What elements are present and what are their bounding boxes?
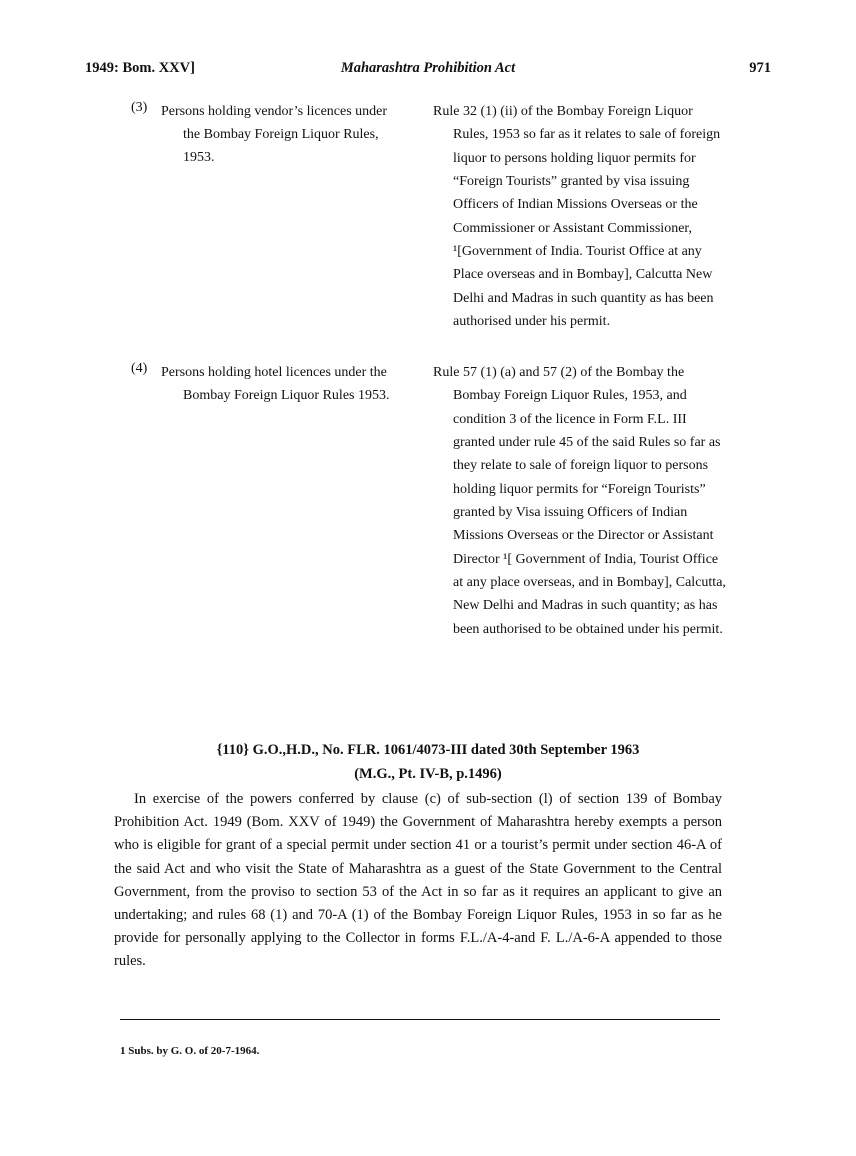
entry-left-column — [161, 361, 401, 407]
entry-left-column — [161, 100, 401, 169]
notification-body — [114, 788, 722, 974]
entry-rule-text: Rule 32 (1) (ii) of the Bombay Foreign Liquor Rules, 1953 so far as it relates to sale of foreign liquor to persons holding liquor permits for “Foreign Tourists” granted by visa issuing Officers of Indian Missions Overseas or the Commissioner or Assistant Commissioner, ¹[Government of India. Tourist Office at any Place overseas and in Bombay], Calcutta New Delhi and Madras in such quantity as has been authorised under his permit. — [433, 104, 721, 330]
entry-persons-text: Persons holding vendor’s licences under the Bombay Foreign Liquor Rules, 1953. — [161, 104, 388, 165]
notification-paragraph: In exercise of the powers conferred by clause (c) of sub-section (l) of section 139 of Bombay Prohibition Act. 1949 (Bom. XXV of 1949) the Government of Maharashtra hereby exempts a person who is eligible for grant of a special permit under section 41 or a tourist’s permit under section 46-A of the said Act and who visit the State of Maharashtra as a guest of the State Government to the Central Government, from the proviso to section 53 of the Act in so far as it requires an applicant to give an undertaking; and rules 68 (1) and 70-A (1) of the Bombay Foreign Liquor Rules, 1953 in so far as he provide for personally applying to the Collector in forms F.L./A-4-and F. L./A-6-A appended to those rules. — [114, 791, 722, 970]
footnote-divider — [120, 1019, 720, 1020]
entry-number: (4) — [131, 361, 148, 376]
entry-right-column — [433, 100, 726, 333]
entry-number: (3) — [131, 100, 148, 115]
page-number: 971 — [749, 60, 771, 76]
running-header-act-reference: 1949: Bom. XXV] — [85, 60, 195, 76]
entry-rule-text: Rule 57 (1) (a) and 57 (2) of the Bombay the Bombay Foreign Liquor Rules, 1953, and condition 3 of the licence in Form F.L. III granted under rule 45 of the said Rules so far as they relate to sale of foreign liquor to persons holding liquor permits for “Foreign Tourists” granted by Visa issuing Officers of Indian Missions Overseas or the Director or Assistant Director ¹[ Government of India, Tourist Office at any place overseas, and in Bombay], Calcutta, New Delhi and Madras in such quantity; as has been authorised to be obtained under his permit. — [433, 365, 726, 637]
notification-heading-line1: {110} G.O.,H.D., No. FLR. 1061/4073-III dated 30th September 1963 — [216, 742, 640, 758]
entry-persons-text: Persons holding hotel licences under the Bombay Foreign Liquor Rules 1953. — [161, 365, 390, 403]
entry-right-column — [433, 361, 726, 641]
footnote: 1 Subs. by G. O. of 20-7-1964. — [120, 1045, 260, 1057]
notification-heading-line2: (M.G., Pt. IV-B, p.1496) — [354, 766, 502, 782]
running-header-title: Maharashtra Prohibition Act — [340, 60, 516, 76]
